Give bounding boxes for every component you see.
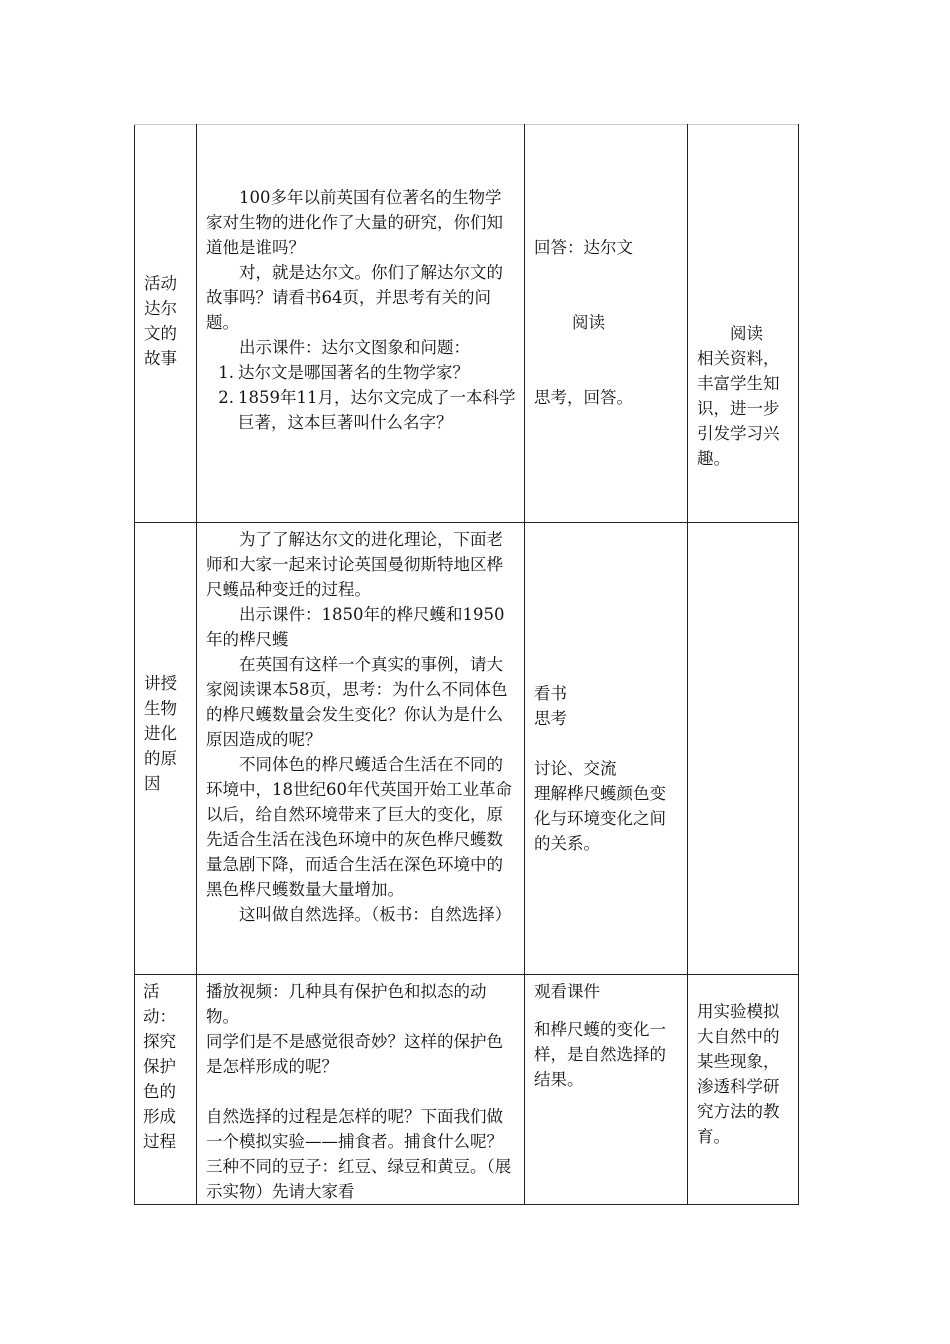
paragraph: 出示课件：达尔文图象和问题： — [239, 338, 470, 357]
design-intent-cell — [688, 125, 799, 523]
list-text: 达尔文是哪国著名的生物学家？ — [238, 363, 469, 382]
student-activity-cell — [525, 975, 688, 1205]
student-activity-cell — [525, 523, 688, 975]
teacher-activity-cell — [197, 125, 525, 523]
paragraph: 同学们是不是感觉很奇妙？这样的保护色是怎样形成的呢？ — [206, 1032, 503, 1076]
topic-cell: 讲授生物进化的原因 — [135, 523, 197, 975]
paragraph: 观看课件 — [534, 982, 600, 1001]
list-number: 1. — [218, 363, 234, 382]
paragraph: 100多年以前英国有位著名的生物学家对生物的进化作了大量的研究，你们知道他是谁吗？ — [206, 188, 503, 257]
paragraph: 理解桦尺蠖颜色变化与环境变化之间的关系。 — [534, 784, 666, 853]
paragraph: 出示课件：1850年的桦尺蠖和1950年的桦尺蠖 — [206, 605, 505, 649]
paragraph: 讨论、交流 — [534, 759, 617, 778]
paragraph: 自然选择的过程是怎样的呢？下面我们做一个模拟实验——捕食者。捕食什么呢？三种不同的豆子：红豆、绿豆和黄豆。（展示实物）先请大家看 — [206, 1107, 512, 1201]
topic-cell: 活动达尔文的故事 — [135, 125, 197, 523]
paragraph: 这叫做自然选择。（板书：自然选择） — [239, 905, 512, 924]
teacher-activity-cell — [197, 975, 525, 1205]
paragraph: 对，就是达尔文。你们了解达尔文的故事吗？请看书64页，并思考有关的问题。 — [206, 263, 503, 332]
student-activity-cell — [525, 125, 688, 523]
design-intent-cell: 用实验模拟大自然中的某些现象，渗透科学研究方法的教育。 — [688, 975, 799, 1205]
paragraph: 播放视频：几种具有保护色和拟态的动物。 — [206, 982, 487, 1026]
table-row — [135, 125, 799, 523]
table-row — [135, 523, 799, 975]
paragraph: 和桦尺蠖的变化一样，是自然选择的结果。 — [534, 1020, 666, 1089]
paragraph: 看书 — [534, 684, 567, 703]
list-number: 2. — [218, 388, 234, 407]
paragraph: 为了了解达尔文的进化理论，下面老师和大家一起来讨论英国曼彻斯特地区桦尺蠖品种变迁的过程。 — [206, 530, 503, 599]
teacher-activity-cell — [197, 523, 525, 975]
list-item — [206, 360, 516, 385]
paragraph: 阅读 — [572, 313, 605, 332]
paragraph: 思考 — [534, 709, 567, 728]
paragraph: 相关资料，丰富学生知识，进一步引发学习兴趣。 — [697, 349, 780, 468]
paragraph: 在英国有这样一个真实的事例，请大家阅读课本58页，思考：为什么不同体色的桦尺蠖数量会发生变化？你认为是什么原因造成的呢？ — [206, 655, 508, 749]
lesson-plan-table — [134, 124, 799, 1205]
design-intent-cell — [688, 523, 799, 975]
table-row — [135, 975, 799, 1205]
paragraph: 不同体色的桦尺蠖适合生活在不同的环境中，18世纪60年代英国开始工业革命以后，给自然环境带来了巨大的变化，原先适合生活在浅色环境中的灰色桦尺蠖数量急剧下降，而适合生活在深色环境中的黑色桦尺蠖数量大量增加。 — [206, 755, 512, 899]
list-text: 1859年11月，达尔文完成了一本科学巨著，这本巨著叫什么名字？ — [238, 388, 516, 432]
paragraph: 阅读 — [730, 324, 763, 343]
list-item — [206, 385, 516, 435]
topic-cell: 活动：探究保护色的形成过程 — [135, 975, 197, 1205]
paragraph: 回答：达尔文 — [534, 238, 633, 257]
paragraph: 思考，回答。 — [534, 388, 633, 407]
